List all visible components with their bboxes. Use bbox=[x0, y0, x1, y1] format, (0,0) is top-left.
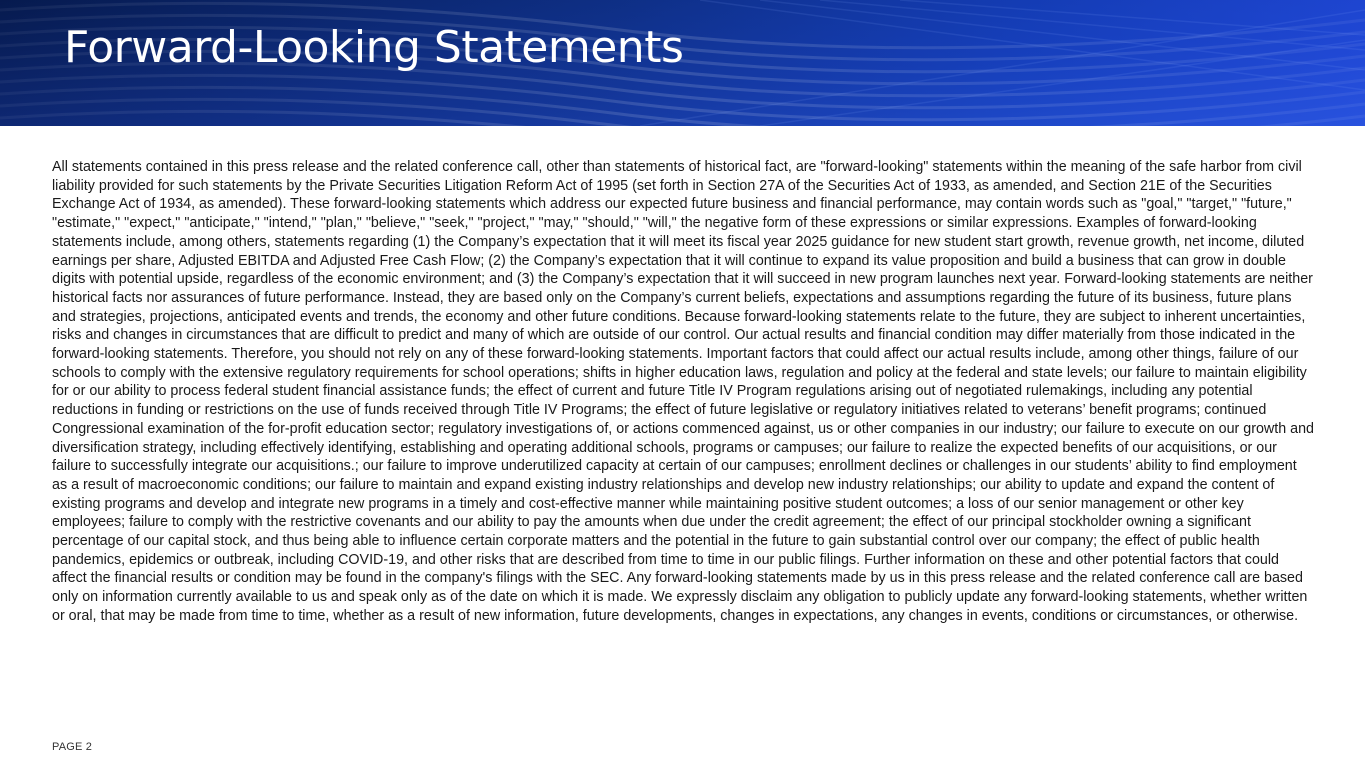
forward-looking-statements-body: All statements contained in this press release and the related conference call, other than statements of historical fact, are "forward-looking" statements within the meaning of the safe harbor from civil liability provided for such statements by the Private Securities Litigation Reform Act of 1995 (set forth in Section 27A of the Securities Act of 1933, as amended, and Section 21E of the Securities Exchange Act of 1934, as amended). These forward-looking statements which address our expected future business and financial performance, may contain words such as "goal," "target," "future," "estimate," "expect," "anticipate," "intend," "plan," "believe," "seek," "project," "may," "should," "will," the negative form of these expressions or similar expressions. Examples of forward-looking statements include, among others, statements regarding (1) the Company’s expectation that it will meet its fiscal year 2025 guidance for new student start growth, revenue growth, net income, diluted earnings per share, Adjusted EBITDA and Adjusted Free Cash Flow; (2) the Company’s expectation that it will continue to expand its value proposition and build a business that can grow in double digits with potential upside, regardless of the economic environment; and (3) the Company’s expectation that it will succeed in new program launches next year. Forward-looking statements are neither historical facts nor assurances of future performance. Instead, they are based only on the Company’s current beliefs, expectations and assumptions regarding the future of its business, future plans and strategies, projections, anticipated events and trends, the economy and other future conditions. Because forward-looking statements relate to the future, they are subject to inherent uncertainties, risks and changes in circumstances that are difficult to predict and many of which are outside of our control. Our actual results and financial condition may differ materially from those indicated in the forward-looking statements. Therefore, you should not rely on any of these forward-looking statements. Important factors that could affect our actual results include, among other things, failure of our schools to comply with the extensive regulatory requirements for school operations; shifts in higher education laws, regulation and policy at the federal and state levels; our failure to maintain eligibility for or our ability to process federal student financial assistance funds; the effect of current and future Title IV Program regulations arising out of negotiated rulemakings, including any potential reductions in funding or restrictions on the use of funds received through Title IV Programs; the effect of future legislative or regulatory initiatives related to veterans’ benefit programs; continued Congressional examination of the for-profit education sector; regulatory investigations of, or actions commenced against, us or other companies in our industry; our failure to execute on our growth and diversification strategy, including effectively identifying, establishing and operating additional schools, programs or campuses; our failure to realize the expected benefits of our acquisitions, or our failure to successfully integrate our acquisitions.; our failure to improve underutilized capacity at certain of our campuses; enrollment declines or challenges in our students’ ability to find employment as a result of macroeconomic conditions; our failure to maintain and expand existing industry relationships and develop new industry relationships; our ability to update and expand the content of existing programs and develop and integrate new programs in a timely and cost-effective manner while maintaining positive student outcomes; a loss of our senior management or other key employees; failure to comply with the restrictive covenants and our ability to pay the amounts when due under the credit agreement; the effect of our principal stockholder owning a significant percentage of our capital stock, and thus being able to influence certain corporate matters and the potential in the future to gain substantial control over our company; the effect of public health pandemics, epidemics or outbreak, including COVID-19, and other risks that are described from time to time in our public filings. Further information on these and other potential factors that could affect the financial results or condition may be found in the company's filings with the SEC. Any forward-looking statements made by us in this press release and the related conference call are based only on information currently available to us and speak only as of the date on which it is made. We expressly disclaim any obligation to publicly update any forward-looking statements, whether written or oral, that may be made from time to time, whether as a result of new information, future developments, changes in expectations, any changes in events, conditions or circumstances, or otherwise. bbox=[52, 159, 1314, 624]
page-number: PAGE 2 bbox=[52, 741, 93, 753]
slide-title: Forward-Looking Statements bbox=[64, 22, 684, 73]
header-banner bbox=[0, 0, 1365, 126]
